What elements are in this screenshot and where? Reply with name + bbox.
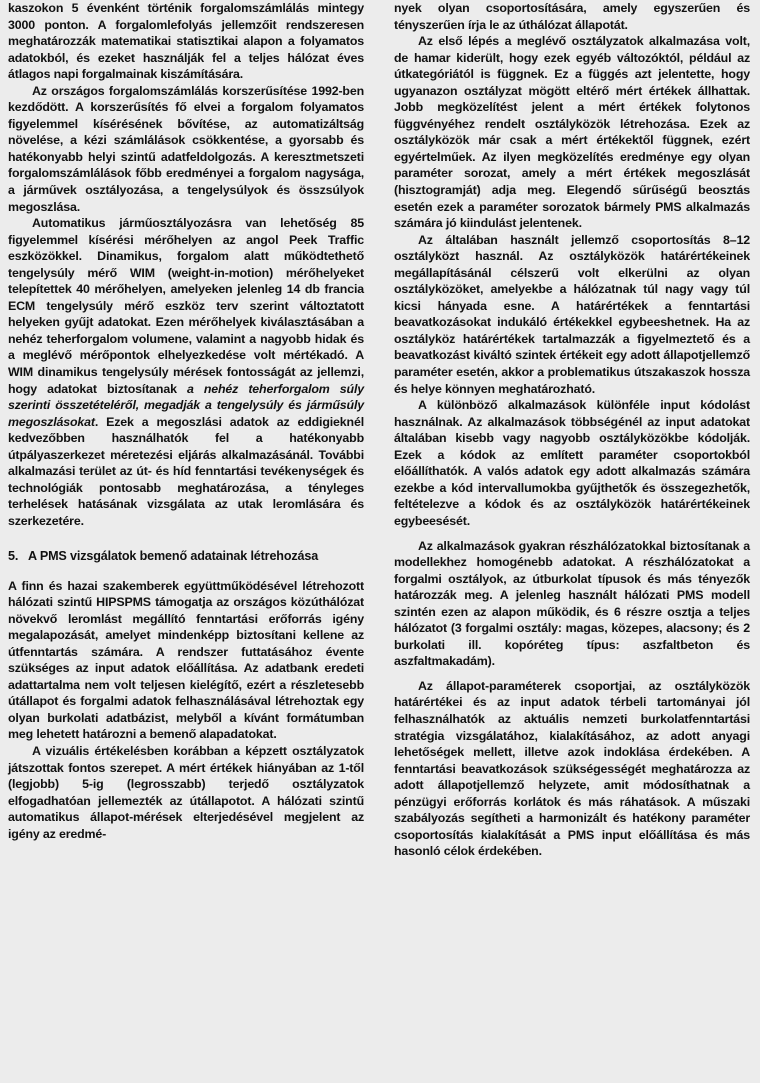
paragraph: A vizuális értékelésben korábban a képzett osztályzatok játszottak fontos szerepet. A mért értékek hiányában az 1-től (legjobb) 5-ig (legrosszabb) terjedő osztályzatok elfogadhatóan jellemezték az útállapotot. A hálózati szintű automatikus állapot-mérések elterjedésével megjelent az igény az eredmé- (8, 743, 364, 841)
paragraph: A különböző alkalmazások különféle input kódolást használnak. Az alkalmazások többségénél az input adatokat általában kisebb vagy nagyobb osztályközökbe kódolják. Ezek a kódok az említett paraméter csoportokból előállíthatók. A valós adatok egy adott alkalmazás számára ezekbe a kód intervallumokba gyűjthetők és összegezhetők, feltételezve a kódok és az osztályközök határértékeinek egybeesését. (394, 398, 750, 528)
paragraph: kaszokon 5 évenként történik forgalomszámlálás mintegy 3000 ponton. A forgalomlefolyás jellemzőit rendszeresen meghatározzák matematikai statisztikai alapon a folyamatos adatokból, és ezeket használják fel a teljes hálózat éves átlagos napi forgalmainak kiszámítására. (8, 1, 364, 82)
section-number: 5. (8, 548, 19, 563)
paragraph: Az alkalmazások gyakran részhálózatokkal biztosítanak a modellekhez homogénebb adatokat. A részhálózatokat a forgalmi osztályok, az útburkolat típusok és más tényezők határozzák meg. A jelenleg használt hálózati PMS modell szintén ezen az alapon működik, és 6 részre osztja a teljes hálózatot (3 forgalmi osztály: magas, közepes, alacsony; és 2 burkolati ill. kopóréteg típus: aszfaltbeton és aszfaltmakadám). (394, 538, 750, 669)
paragraph: A finn és hazai szakemberek együttműködésével létrehozott hálózati szintű HIPSPMS támogatja az országos közúthálózat növekvő leromlást megállító fenntartási erőforrás igény megalapozását, amelyet mindenképp biztosítani kellene az útfenntartás számára. A rendszer futtatásához évente szükséges az input adatok előállítása. Az adatbank eredeti adattartalma nem volt teljesen kielégítő, ezért a részletesebb útállapot és forgalmi adatok felhasználásával létrehoztak egy olyan burkolati adatbázist, melyből a kívánt formátumban meg lehetett határozni a bemenő alapadatokat. (8, 578, 364, 742)
paragraph: Az állapot-paraméterek csoportjai, az osztályközök határértékei és az input adatok térbeli tartományai jól felhasználhatók az aktuális nemzeti burkolatfenntartási stratégia vizsgálatához, kialakításához, az adott anyagi lehetőségek mellett, illetve azok indoklása érdekében. A fenntartási beavatkozások szükségességét meghatározza az adott állapotjellemző helyzete, amit módosíthatnak a pénzügyi erőforrás korlátok és más ráhatások. A műszaki szabályozás segítheti a harmonizált és hatékony paraméter csoportosítás kialakítását a PMS input előállítása és más hasonló célok érdekében. (394, 678, 750, 859)
paragraph-text: . Ezek a megoszlási adatok az eddigieknél kedvezőbben használhatók fel a hatékonyabb útpályaszerkezet méretezési eljárás alkalmazásánál. További alkalmazási terület az út- és híd fenntartási tevékenységek és technológiák pontosabb meghatározása, a tényleges terhelések hatásának vizsgálata az utak leromlására és szerkezetére. (8, 414, 364, 528)
paragraph (8, 215, 364, 529)
section-title: A PMS vizsgálatok bemenő adatainak létrehozása (28, 548, 319, 563)
paragraph: Az általában használt jellemző csoportosítás 8–12 osztályközt használ. Az osztályközök határértékeinek megállapításánál célszerű volt elkerülni az olyan osztályközöket, amelyekbe a hálózatnak túl nagy vagy túl kicsi hányada esne. A határértékek a fenntartási beavatkozásokat indukáló értékekkel egybeeshetnek. Ha az osztályköz határértékek tartalmazzák a figyelmeztető és a beavatkozást kiváltó szintek értékeit egy adott állapotjellemző paraméter esetén, akkor a problematikus útszakaszok hossza és helye könnyen meghatározható. (394, 232, 750, 396)
paragraph-text: Automatikus járműosztályozásra van lehetőség 85 figyelemmel kísérési mérőhelyen az angol Peek Traffic eszközökkel. Dinamikus, forgalom alatt működtethető tengelysúly mérő WIM (weight-in-motion) mérőhelyeket telepítettek 40 mérőhelyen, amelyeken jelenleg 14 db francia ECM tengelysúly mérő eszköz terv szerint változtatott helyeken gyűjt adatokat. Ezen mérőhelyek kiválasztásában a nehéz teherforgalom volumene, valamint a nagyobb hidak és a meglévő mérőpontok elhelyezkedése volt mértékadó. A WIM dinamikus tengelysúly mérések fontosságát az jellemzi, hogy adatokat biztosítanak (8, 216, 364, 396)
section-heading (8, 548, 364, 564)
paragraph: Az első lépés a meglévő osztályzatok alkalmazása volt, de hamar kiderült, hogy ezek egyéb változóktól, például az útkategóriától is függnek. Ez a függés azt jelentette, hogy ugyanazon osztályzat mögött eltérő mért értékek állhattak. Jobb megközelítést jelent a mért értékek folytonos függvényéhez rendelt osztályközök létrehozása. Ezek az osztályközök már csak a mért értékektől függnek, ezért egyértelműek. Az ilyen megközelítés eredménye egy olyan paraméter sorozat, amely a mért értékek megoszlását (hisztogramját) adja meg. Elegendő sűrűségű beosztás esetén ezek a paraméter sorozatok bármely PMS alkalmazás számára jó kiindulást jelentenek. (394, 34, 750, 231)
left-column (8, 0, 364, 1083)
right-column (394, 0, 750, 1083)
emphasized-text: a nehéz teherforgalom súly szerinti összetételéről, megadják a tengelysúly és járműsúly megoszlásokat (8, 381, 364, 429)
paragraph: nyek olyan csoportosítására, amely egyszerűen és tényszerűen írja le az úthálózat állapotát. (394, 1, 750, 32)
paragraph: Az országos forgalomszámlálás korszerűsítése 1992-ben kezdődött. A korszerűsítés fő elvei a forgalom folyamatos figyelemmel kísérésének bővítése, az automatizáltság növelése, a kézi számlálások csökkentése, a gyorsabb és hatékonyabb helyi szintű adatfeldolgozás. A keresztmetszeti forgalomszámlálások főbb eredményei a forgalom nagysága, a járművek osztályozása, a tengelysúlyok és összsúlyok megoszlása. (8, 83, 364, 214)
